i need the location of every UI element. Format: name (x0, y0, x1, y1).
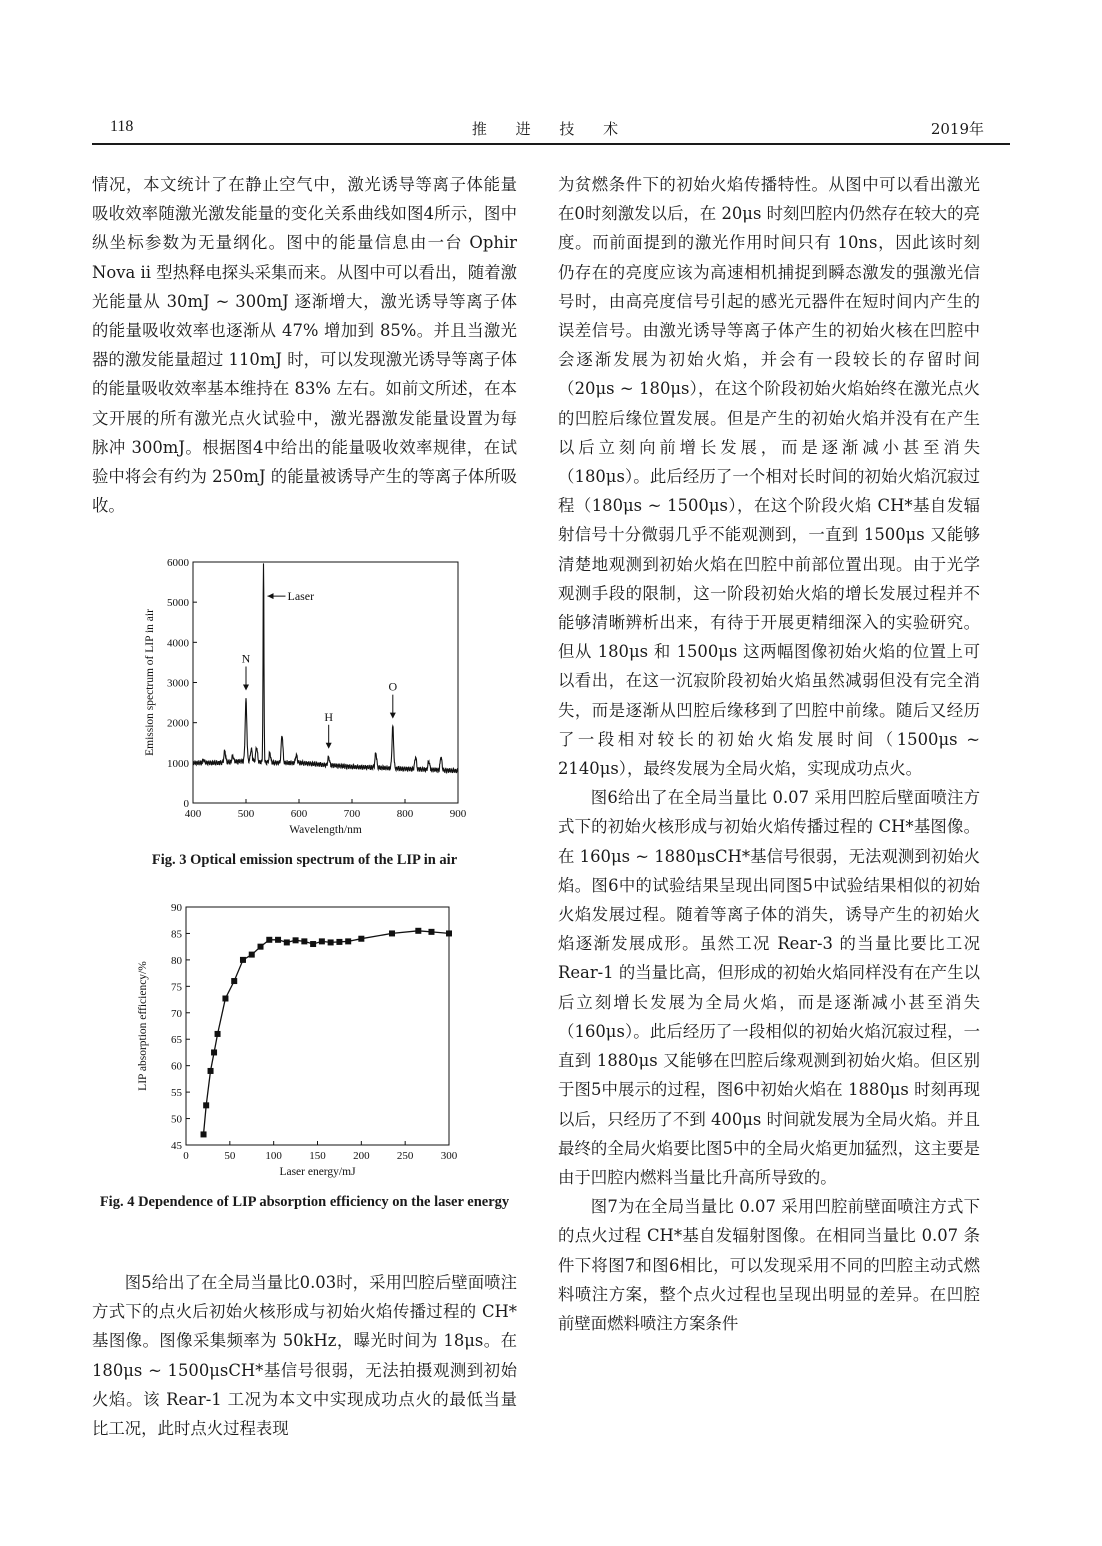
y-axis-label: LIP absorption efficiency/% (137, 961, 149, 1091)
y-tick-label: 1000 (167, 757, 189, 770)
y-tick-label: 65 (171, 1034, 182, 1047)
x-tick-label: 100 (265, 1150, 282, 1162)
data-point (215, 1031, 221, 1037)
left-column-top (92, 170, 517, 520)
paragraph: 情况，本文统计了在静止空气中，激光诱导等离子体能量吸收效率随激光激发能量的变化关系曲线如图4所示，图中纵坐标参数为无量纲化。图中的能量信息由一台 Ophir Nova ii 型热释电探头采集而来。从图中可以看出，随着激光能量从 30mJ ~ 300mJ 逐渐增大，激光诱导等离子体的能量吸收效率也逐渐从 47% 增加到 85%。并且当激光器的激发能量超过 110mJ 时，可以发现激光诱导等离子体的能量吸收效率基本维持在 83% 左右。如前文所述，在本文开展的所有激光点火试验中，激光器激发能量设置为每脉冲 300mJ。根据图4中给出的能量吸收效率规律，在试验中将会有约为 250mJ 的能量被诱导产生的等离子体所吸收。 (92, 175, 517, 516)
data-point (358, 936, 364, 942)
data-point (310, 941, 316, 947)
x-tick-label: 0 (183, 1150, 189, 1162)
data-point (208, 1068, 214, 1074)
y-axis-label: Emission spectrum of LIP in air (144, 609, 156, 756)
x-tick-label: 200 (353, 1150, 370, 1162)
data-point (328, 939, 334, 945)
x-tick-label: 800 (396, 808, 414, 820)
y-tick-label: 75 (171, 981, 182, 994)
x-axis-label: Laser energy/mJ (279, 1166, 356, 1178)
data-point (258, 944, 264, 950)
figure-4-caption: Fig. 4 Dependence of LIP absorption efficiency on the laser energy (99, 1194, 510, 1210)
y-tick-label: 50 (171, 1113, 182, 1126)
journal-name: 推 进 技 术 (471, 120, 631, 138)
page-header (92, 116, 1010, 140)
right-column (558, 170, 980, 1338)
data-point (240, 957, 246, 963)
annotation-arrowhead (267, 593, 273, 599)
header-rule (92, 143, 1010, 145)
spectrum-line (193, 563, 458, 773)
x-tick-label: 700 (343, 808, 361, 820)
y-tick-label: 0 (183, 798, 189, 810)
data-point (345, 938, 351, 944)
data-point (201, 1131, 207, 1137)
x-tick-label: 150 (309, 1150, 326, 1162)
figure-4-absorption-chart (128, 895, 488, 1190)
x-tick-label: 600 (290, 808, 308, 820)
data-point (415, 928, 421, 934)
x-tick-label: 900 (449, 808, 467, 820)
paragraph: 图7为在全局当量比 0.07 采用凹腔前壁面喷注方式下的点火过程 CH*基自发辐射图像。在相同当量比 0.07 条件下将图7和图6相比，可以发现采用不同的凹腔主动式燃料喷注方案，整个点火过程也呈现出明显的差异。在凹腔前壁面燃料喷注方案条件 (558, 1197, 980, 1333)
x-tick-label: 400 (184, 808, 202, 820)
data-point (301, 938, 307, 944)
paragraph: 图5给出了在全局当量比0.03时，采用凹腔后壁面喷注方式下的点火后初始火核形成与初始火焰传播过程的 CH*基图像。图像采集频率为 50kHz，曝光时间为 18μs。在 180μs ~ 1500μsCH*基信号很弱，无法拍摄观测到初始火焰。该 Rear-1 工况为本文中实现成功点火的最低当量比工况，此时点火过程表现 (92, 1273, 517, 1439)
left-column-bottom (92, 1268, 517, 1443)
annotation-label: Laser (287, 589, 315, 604)
data-point (319, 938, 325, 944)
page-number: 118 (110, 118, 134, 135)
y-tick-label: 70 (171, 1007, 182, 1020)
data-point (203, 1102, 209, 1108)
data-point (231, 978, 237, 984)
x-tick-label: 300 (440, 1150, 458, 1162)
data-point (389, 930, 395, 936)
figure-3-caption: Fig. 3 Optical emission spectrum of the LIP in air (151, 852, 458, 868)
annotation-label: N (241, 651, 251, 666)
data-point (428, 929, 434, 935)
y-tick-label: 2000 (167, 717, 189, 730)
data-point (266, 937, 272, 943)
data-point (446, 930, 452, 936)
annotation-label: O (388, 679, 398, 694)
y-tick-label: 90 (171, 902, 182, 914)
y-tick-label: 6000 (167, 557, 189, 569)
data-point (249, 952, 255, 958)
data-point (222, 995, 228, 1001)
y-tick-label: 3000 (167, 677, 189, 690)
y-tick-label: 60 (171, 1060, 182, 1073)
x-tick-label: 50 (224, 1150, 236, 1162)
y-tick-label: 80 (171, 954, 182, 967)
y-tick-label: 55 (171, 1087, 182, 1100)
figure-3-spectrum-chart (128, 548, 488, 848)
x-axis-label: Wavelength/nm (289, 824, 362, 836)
y-tick-label: 5000 (167, 597, 189, 610)
data-point (284, 939, 290, 945)
annotation-arrowhead (390, 713, 396, 719)
annotation-label: H (324, 709, 334, 724)
annotation-arrowhead (243, 685, 249, 691)
data-point (275, 937, 281, 943)
paragraph: 图6给出了在全局当量比 0.07 采用凹腔后壁面喷注方式下的初始火核形成与初始火焰传播过程的 CH*基图像。在 160μs ~ 1880μsCH*基信号很弱，无法观测到初始火焰。图6中的试验结果呈现出同图5中试验结果相似的初始火焰发展过程。随着等离子体的消失，诱导产生的初始火焰逐渐发展成形。虽然工况 Rear-3 的当量比要比工况 Rear-1 的当量比高，但形成的初始火焰同样没有在产生以后立刻增长发展为全局火焰，而是逐渐减小甚至消失（160μs）。此后经历了一段相似的初始火焰沉寂过程，一直到 1880μs 又能够在凹腔后缘观测到初始火焰。但区别于图5中展示的过程，图6中初始火焰在 1880μs 时刻再现以后，只经历了不到 400μs 时间就发展为全局火焰。并且最终的全局火焰要比图5中的全局火焰更加猛烈，这主要是由于凹腔内燃料当量比升高所导致的。 (558, 788, 980, 1187)
y-tick-label: 45 (171, 1140, 182, 1152)
data-point (336, 939, 342, 945)
x-tick-label: 250 (396, 1150, 414, 1162)
annotation-arrowhead (326, 743, 332, 749)
journal-year: 2019年 (930, 120, 984, 138)
paragraph: 为贫燃条件下的初始火焰传播特性。从图中可以看出激光在0时刻激发以后，在 20μs 时刻凹腔内仍然存在较大的亮度。而前面提到的激光作用时间只有 10ns，因此该时刻仍存在的亮度应该为高速相机捕捉到瞬态激发的强激光信号时，由高亮度信号引起的感光元器件在短时间内产生的误差信号。由激光诱导等离子体产生的初始火核在凹腔中会逐渐发展为初始火焰，并会有一段较长的存留时间（20μs ~ 180μs），在这个阶段初始火焰始终在激光点火的凹腔后缘位置发展。但是产生的初始火焰并没有在产生以后立刻向前增长发展，而是逐渐减小甚至消失（180μs）。此后经历了一个相对长时间的初始火焰沉寂过程（180μs ~ 1500μs），在这个阶段火焰 CH*基自发辐射信号十分微弱几乎不能观测到，一直到 1500μs 又能够清楚地观测到初始火焰在凹腔中前部位置出现。由于光学观测手段的限制，这一阶段初始火焰的增长发展过程并不能够清晰辨析出来，有待于开展更精细深入的实验研究。但从 180μs 和 1500μs 这两幅图像初始火焰的位置上可以看出，在这一沉寂阶段初始火焰虽然减弱但没有完全消失，而是逐渐从凹腔后缘移到了凹腔中前缘。随后又经历了一段相对较长的初始火焰发展时间（1500μs ~ 2140μs），最终发展为全局火焰，实现成功点火。 (558, 175, 980, 779)
y-tick-label: 4000 (167, 637, 189, 650)
x-tick-label: 500 (237, 808, 255, 820)
y-tick-label: 85 (171, 928, 182, 941)
data-point (293, 937, 299, 943)
data-point (211, 1049, 217, 1055)
